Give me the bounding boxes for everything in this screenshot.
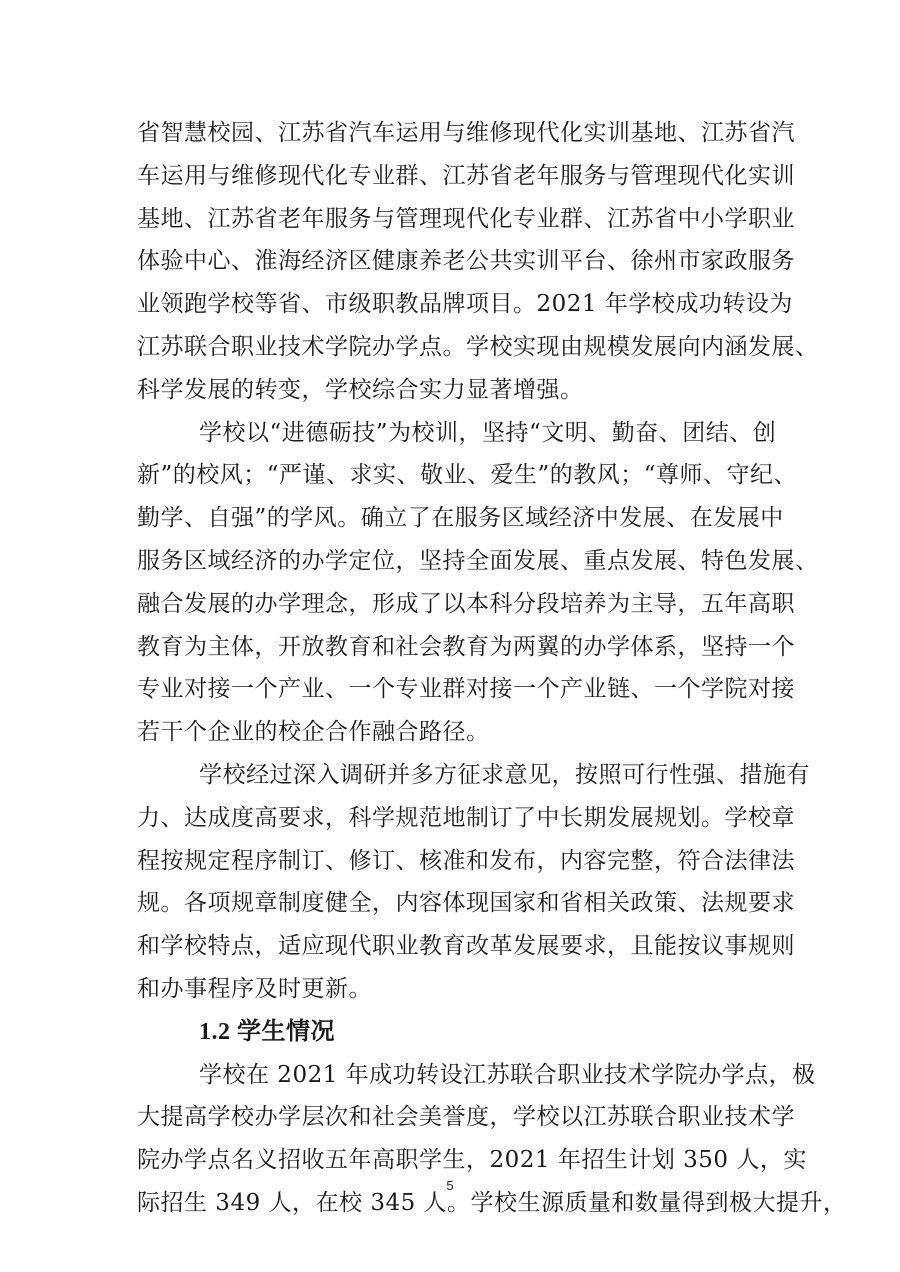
text-line: 大提高学校办学层次和社会美誉度，学校以江苏联合职业技术学 bbox=[137, 1104, 795, 1131]
text-line: 若干个企业的校企合作融合路径。 bbox=[137, 719, 490, 746]
text-line: 和办事程序及时更新。 bbox=[137, 975, 372, 1002]
text-line: 和学校特点，适应现代职业教育改革发展要求，且能按议事规则 bbox=[137, 933, 795, 960]
text-line: 省智慧校园、江苏省汽车运用与维修现代化实训基地、江苏省汽 bbox=[137, 120, 795, 146]
page-number: 5 bbox=[446, 1178, 454, 1193]
text-line: 专业对接一个产业、一个专业群对接一个产业链、一个学院对接 bbox=[137, 676, 795, 703]
text-line: 融合发展的办学理念，形成了以本科分段培养为主导，五年高职 bbox=[137, 590, 795, 617]
paragraph-start: 学校以“进德砺技”为校训，坚持“文明、勤奋、团结、创 bbox=[199, 419, 777, 446]
text-line: 力、达成度高要求，科学规范地制订了中长期发展规划。学校章 bbox=[137, 804, 795, 831]
paragraph-start: 学校在 2021 年成功转设江苏联合职业技术学院办学点，极 bbox=[199, 1061, 816, 1088]
text-line: 服务区域经济的办学定位，坚持全面发展、重点发展、特色发展、 bbox=[137, 547, 819, 574]
text-line: 体验中心、淮海经济区健康养老公共实训平台、徐州市家政服务 bbox=[137, 248, 795, 275]
text-line: 院办学点名义招收五年高职学生，2021 年招生计划 350 人，实 bbox=[137, 1147, 807, 1174]
text-line: 业领跑学校等省、市级职教品牌项目。2021 年学校成功转设为 bbox=[137, 291, 793, 318]
text-line: 程按规定程序制订、修订、核准和发布，内容完整，符合法律法 bbox=[137, 847, 795, 874]
text-line: 规。各项规章制度健全，内容体现国家和省相关政策、法规要求 bbox=[137, 890, 795, 917]
text-line: 勤学、自强”的学风。确立了在服务区域经济中发展、在发展中 bbox=[137, 505, 784, 532]
text-line: 科学发展的转变，学校综合实力显著增强。 bbox=[137, 376, 584, 403]
text-line: 江苏联合职业技术学院办学点。学校实现由规模发展向内涵发展、 bbox=[137, 333, 819, 360]
text-line: 车运用与维修现代化专业群、江苏省老年服务与管理现代化实训 bbox=[137, 162, 795, 189]
text-line: 际招生 349 人，在校 345 人。学校生源质量和数量得到极大提升， bbox=[137, 1189, 847, 1216]
text-line: 基地、江苏省老年服务与管理现代化专业群、江苏省中小学职业 bbox=[137, 205, 795, 232]
section-heading: 1.2 学生情况 bbox=[199, 1018, 335, 1045]
text-line: 新”的校风；“严谨、求实、敬业、爱生”的教风；“尊师、守纪、 bbox=[137, 462, 798, 489]
paragraph-start: 学校经过深入调研并多方征求意见，按照可行性强、措施有 bbox=[199, 761, 810, 788]
text-line: 教育为主体，开放教育和社会教育为两翼的办学体系，坚持一个 bbox=[137, 633, 795, 660]
document-body bbox=[137, 112, 847, 1225]
